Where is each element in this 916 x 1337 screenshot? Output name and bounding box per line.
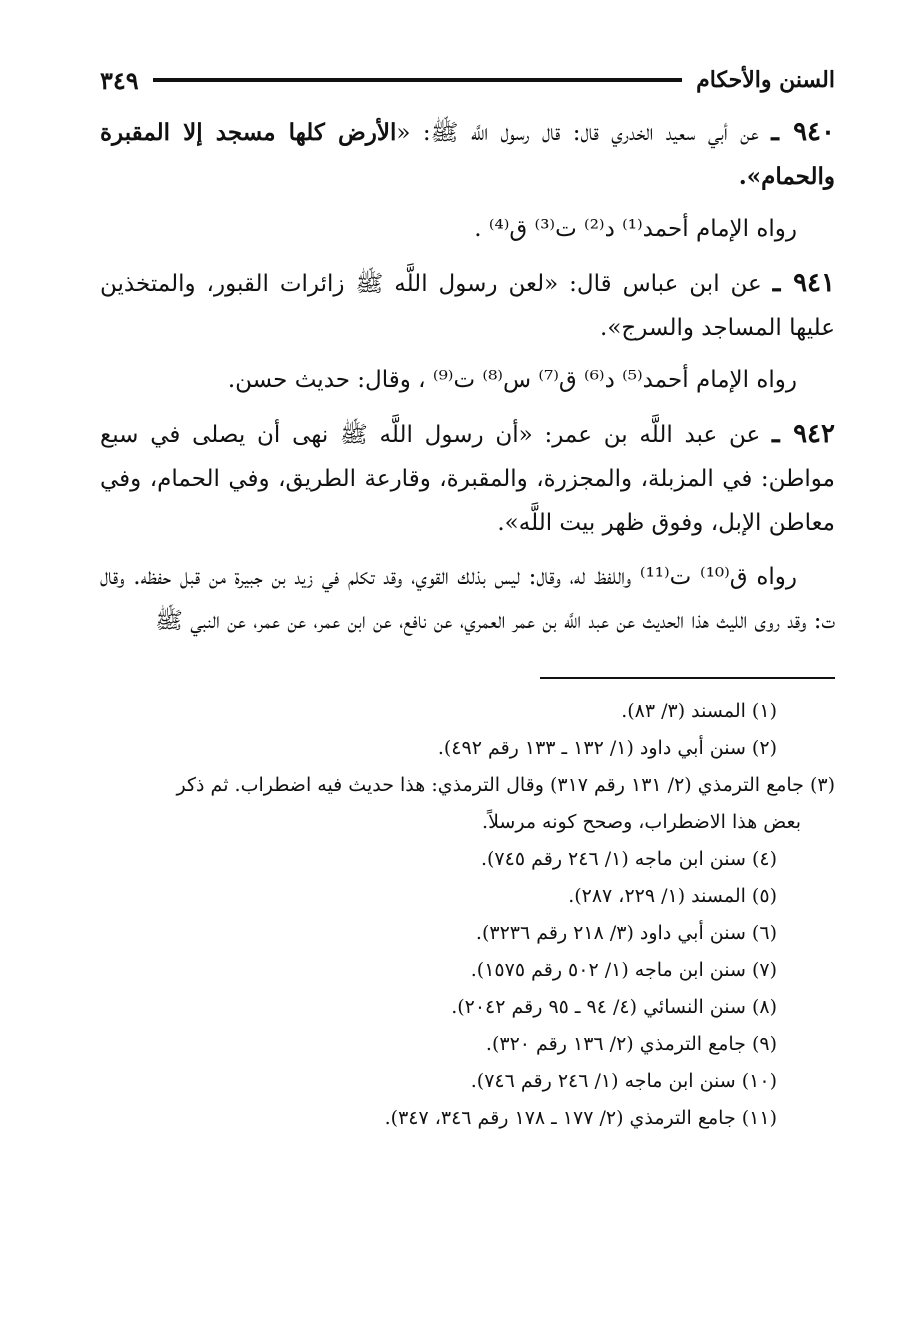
footnote-5: (٥) المسند (١/ ٢٢٩، ٢٨٧). (568, 885, 777, 907)
footnote-9: (٩) جامع الترمذي (٢/ ١٣٦ رقم ٣٢٠). (485, 1033, 777, 1055)
footnote-2: (٢) سنن أبي داود (١/ ١٣٢ ـ ١٣٣ رقم ٤٩٢). (437, 737, 777, 759)
footnote-3-continuation: بعض هذا الاضطراب، وصحح كونه مرسلاً. (482, 811, 801, 833)
hadith-bold-text: الأرض كلها مسجد إلا المقبرة والحمام (100, 119, 835, 190)
hadith-940-reference: رواه الإمام أحمد⁽¹⁾ د⁽²⁾ ت⁽³⁾ ق⁽⁴⁾ . (474, 216, 797, 242)
chapter-title: السنن والأحكام (696, 67, 835, 93)
footnote-7: (٧) سنن ابن ماجه (١/ ٥٠٢ رقم ١٥٧٥). (470, 959, 777, 981)
hadith-940 (100, 110, 835, 199)
hadith-end: ». (738, 163, 762, 190)
hadith-941 (100, 261, 835, 350)
hadith-text: عن ابن عباس قال: «لعن رسول اللَّه ﷺ زائرات القبور، والمتخذين عليها المساجد والسرج». (100, 271, 835, 341)
footnotes (100, 693, 835, 1137)
hadith-text: عن عبد اللَّه بن عمر: «أن رسول اللَّه ﷺ نهى أن يصلى في سبع مواطن: في المزبلة، والمجزرة، والمقبرة، وقارعة الطريق، وفي الحمام، وفي معاطن الإبل، وفوق ظهر بيت اللَّه». (100, 422, 835, 536)
footnote-1: (١) المسند (٣/ ٨٣). (621, 700, 777, 722)
hadith-number: ٩٤١ ـ (772, 268, 835, 298)
footnote-8: (٨) سنن النسائي (٤/ ٩٤ ـ ٩٥ رقم ٢٠٤٢). (451, 996, 777, 1018)
header-rule (153, 78, 682, 82)
hadith-942 (100, 412, 835, 545)
hadith-text: عن أبي سعيد الخدري قال: قال رسول اللَّه ﷺ: « (396, 120, 759, 146)
hadith-941-reference: رواه الإمام أحمد⁽⁵⁾ د⁽⁶⁾ ق⁽⁷⁾ س⁽⁸⁾ ت⁽⁹⁾ ، وقال: حديث حسن. (227, 367, 797, 393)
footnote-separator (540, 677, 835, 679)
page-header (100, 60, 835, 100)
hadith-942-reference: رواه ق⁽¹⁰⁾ ت⁽¹¹⁾ واللفظ له، وقال: ليس بذلك القوي، وقد تكلم في زيد بن جبيرة من قبل حفظه. وقال ت: وقد روى الليث هذا الحديث عن عبد اللَّه بن عمر العمري، عن نافع، عن ابن عمر، عن عمر، عن النبي ﷺ (100, 564, 835, 634)
hadith-number: ٩٤٢ ـ (771, 419, 835, 449)
footnote-3: (٣) جامع الترمذي (٢/ ١٣١ رقم ٣١٧) وقال الترمذي: هذا حديث فيه اضطراب. ثم ذكر (176, 774, 835, 796)
book-page (100, 60, 835, 1137)
hadith-number: ٩٤٠ ـ (771, 117, 835, 147)
page-number: ٣٤٩ (100, 65, 139, 95)
footnote-6: (٦) سنن أبي داود (٣/ ٢١٨ رقم ٣٢٣٦). (475, 922, 777, 944)
footnote-11: (١١) جامع الترمذي (٢/ ١٧٧ ـ ١٧٨ رقم ٣٤٦، ٣٤٧). (384, 1107, 777, 1129)
footnote-10: (١٠) سنن ابن ماجه (١/ ٢٤٦ رقم ٧٤٦). (470, 1070, 777, 1092)
footnote-4: (٤) سنن ابن ماجه (١/ ٢٤٦ رقم ٧٤٥). (480, 848, 777, 870)
